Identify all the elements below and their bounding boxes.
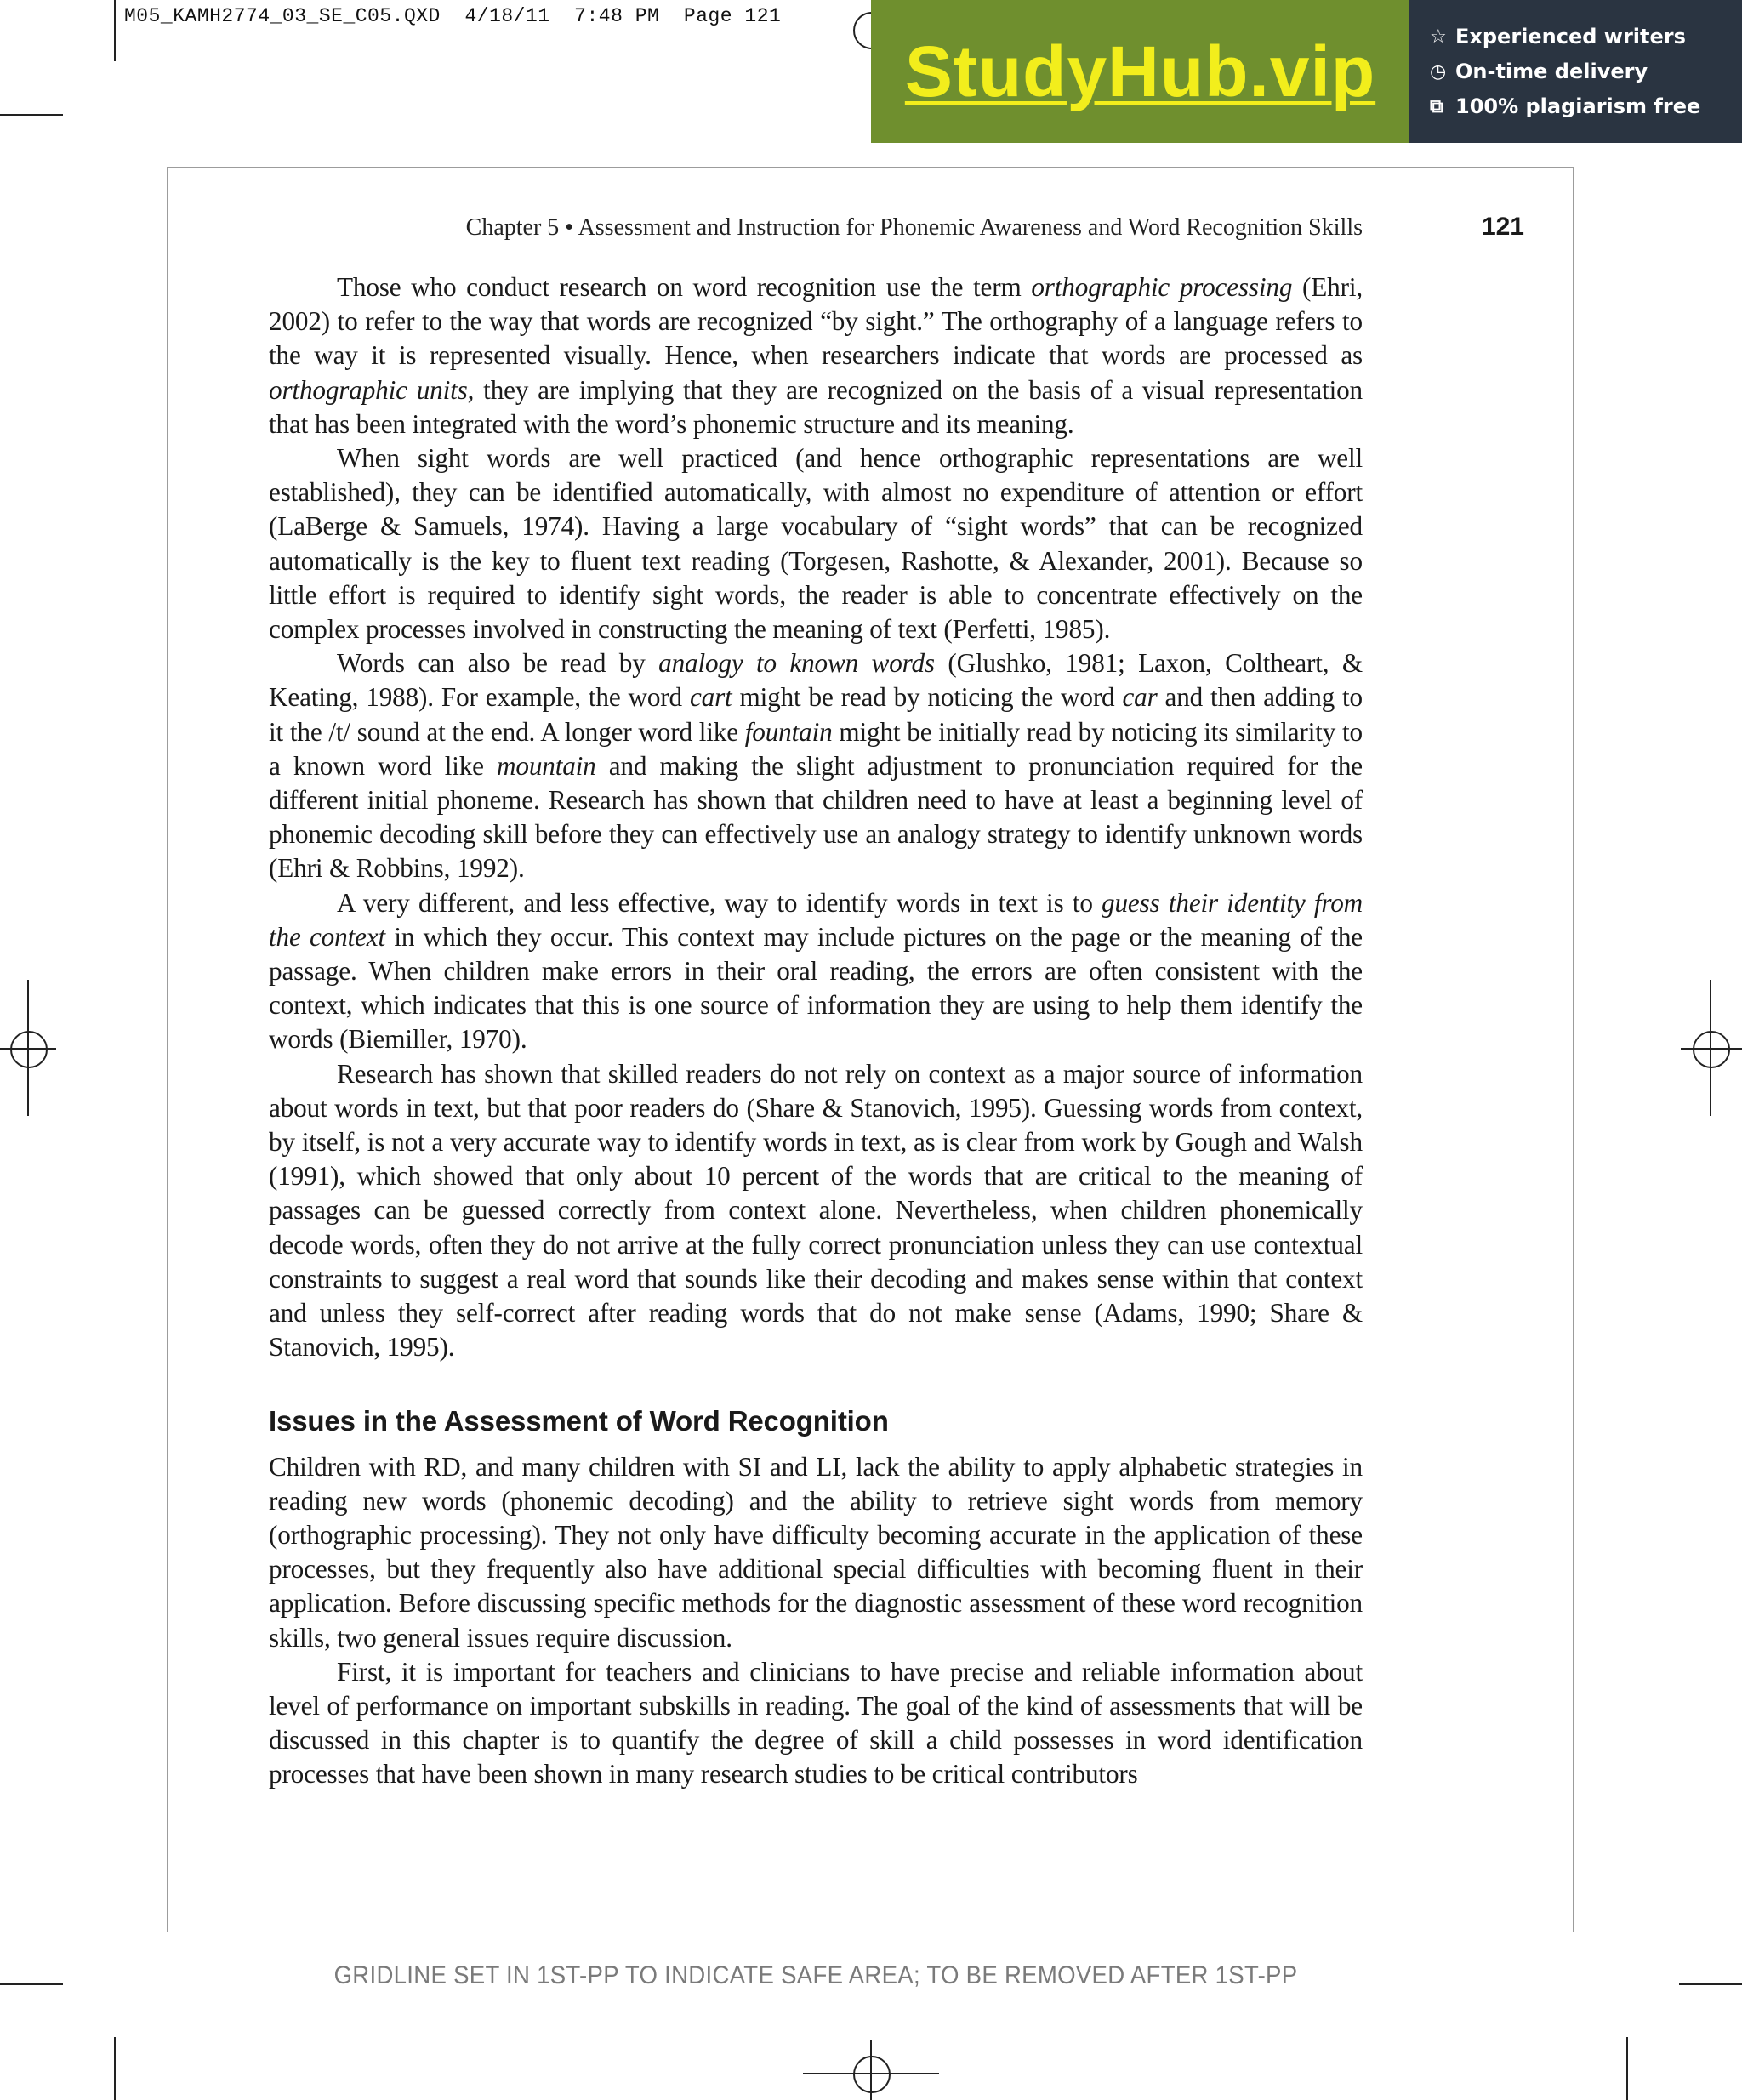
section-heading: Issues in the Assessment of Word Recognition (269, 1404, 889, 1437)
banner-brand-area[interactable] (871, 0, 1409, 143)
banner-features (1409, 0, 1742, 143)
crop-mark (114, 2037, 116, 2100)
gridline-note: GRIDLINE SET IN 1ST-PP TO INDICATE SAFE AREA; TO BE REMOVED AFTER 1ST-PP (333, 1961, 1298, 1989)
paragraph: When sight words are well practiced (and hence orthographic representations are well established), they can be identified automatically, with almost no expenditure of attention or effort (LaBerge & Samuels, 1974). Having a large vocabulary of “sight words” that can be recognized automatically is the key to fluent text reading (Torgesen, Rashotte, & Alexander, 2001). Because so little effort is required to identify sight words, the reader is able to concentrate effectively on the complex processes involved in constructing the meaning of text (Perfetti, 1985). (269, 443, 1363, 645)
feature-item (1430, 54, 1742, 89)
clock-icon: ◷ (1430, 60, 1447, 83)
crop-mark (1679, 1983, 1742, 1985)
file-slug-line: M05_KAMH2774_03_SE_C05.QXD 4/18/11 7:48 PM Page 121 (124, 5, 782, 27)
crop-mark (0, 114, 63, 116)
running-head: Chapter 5 • Assessment and Instruction for Phonemic Awareness and Word Recognition Skills (465, 214, 1363, 241)
paragraph: Children with RD, and many children with SI and LI, lack the ability to apply alphabetic strategies in reading new words (phonemic decoding) and the ability to retrieve sight words from memory (orthographic processing). They not only have difficulty becoming accurate in the application of these processes, but they frequently also have additional special difficulties with becoming fluent in their application. Before discussing specific methods for the diagnostic assessment of these word recognition skills, two general issues require discussion. (269, 1451, 1363, 1653)
paragraph: Words can also be read by analogy to known words (Glushko, 1981; Laxon, Coltheart, & Keating, 1988). For example, the word cart might be read by noticing the word car and then adding to it the /t/ sound at the end. A longer word like fountain might be initially read by noticing its similarity to a known word like mountain and making the slight adjustment to pronunciation required for the different initial phoneme. Research has shown that children need to have at least a beginning level of phonemic decoding skill before they can effectively use an analogy strategy to identify unknown words (Ehri & Robbins, 1992). (269, 648, 1363, 884)
feature-item (1430, 89, 1742, 124)
crop-mark (1626, 2037, 1628, 2100)
brand-logo[interactable]: StudyHub.vip (904, 31, 1376, 111)
paragraph: Research has shown that skilled readers do not rely on context as a major source of information about words in text, but that poor readers do (Share & Stanovich, 1995). Guessing words from context, by itself, is not a very accurate way to identify words in text, as is clear from work by Gough and Walsh (1991), which showed that only about 10 percent of the words that are critical to the meaning of passages can be guessed correctly from context alone. Nevertheless, when children phonemically decode words, often they do not arrive at the fully correct pronunciation unless they can use contextual constraints to suggest a real word that sounds like their decoding and makes sense within that context and unless they self-correct after reading words that do not make sense (Adams, 1990; Share & Stanovich, 1995). (269, 1058, 1363, 1363)
paragraph: Those who conduct research on word recognition use the term orthographic processing (Ehri, 2002) to refer to the way that words are recognized “by sight.” The orthography of a language refers to the way it is represented visually. Hence, when researchers indicate that words are processed as orthographic units, they are implying that they are recognized on the basis of a visual representation that has been integrated with the word’s phonemic structure and its meaning. (269, 272, 1363, 439)
studyhub-banner[interactable] (871, 0, 1742, 143)
body-text (269, 270, 1363, 1792)
feature-item (1430, 20, 1742, 54)
crop-mark (0, 1983, 63, 1985)
feature-label: Experienced writers (1455, 25, 1686, 48)
paragraph: First, it is important for teachers and clinicians to have precise and reliable information about level of performance on important subskills in reading. The goal of the kind of assessments that will be discussed in this chapter is to quantify the degree of skill a child possesses in word identification processes that have been shown in many research studies to be critical contributors (269, 1656, 1363, 1790)
feature-label: On-time delivery (1455, 60, 1648, 83)
crop-mark (114, 0, 116, 61)
feature-label: 100% plagiarism free (1455, 94, 1701, 118)
copy-icon: ⧉ (1430, 95, 1443, 117)
page-number: 121 (1481, 213, 1524, 241)
paragraph: A very different, and less effective, way to identify words in text is to guess their identity from the context in which they occur. This context may include pictures on the page or the meaning of the passage. When children make errors in their oral reading, the errors are often consistent with the context, which indicates that this is one source of information they are using to help them identify the words (Biemiller, 1970). (269, 887, 1363, 1055)
star-icon: ☆ (1430, 26, 1447, 48)
